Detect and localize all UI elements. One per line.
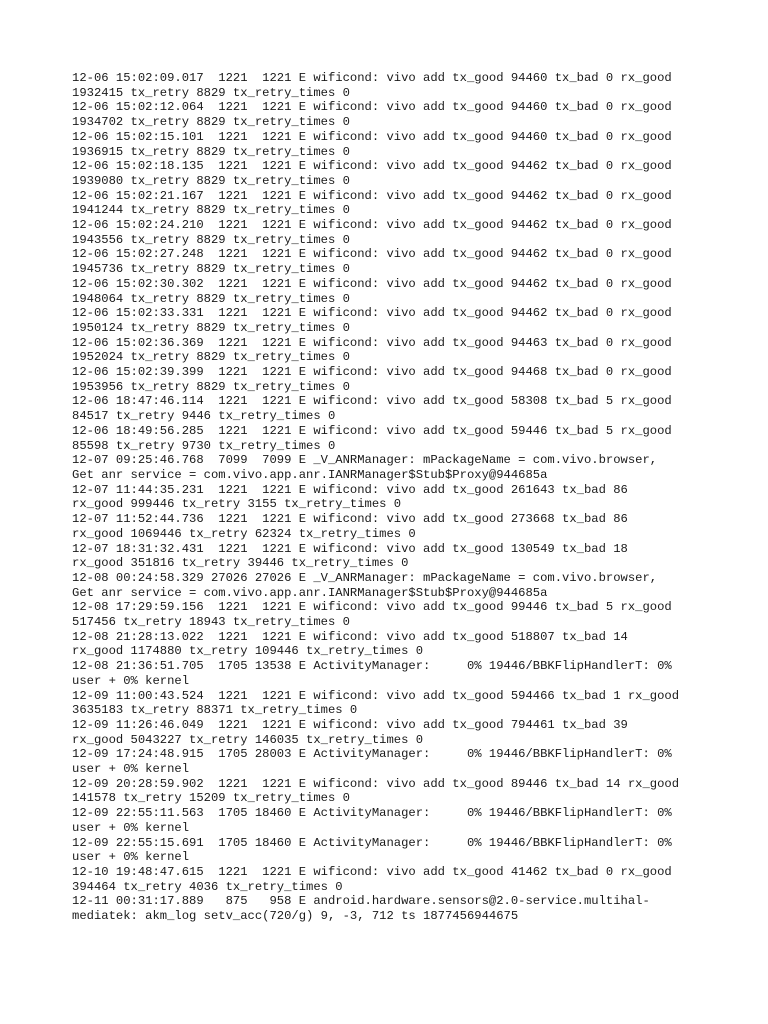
log-line: 12-09 20:28:59.902 1221 1221 E wificond: vivo add tx_good 89446 tx_bad 14 rx_good: [72, 776, 680, 791]
log-line: rx_good 1069446 tx_retry 62324 tx_retry_times 0: [72, 526, 416, 541]
log-line: 12-06 18:47:46.114 1221 1221 E wificond: vivo add tx_good 58308 tx_bad 5 rx_good: [72, 394, 672, 409]
log-line: rx_good 351816 tx_retry 39446 tx_retry_times 0: [72, 556, 409, 571]
log-line: 1945736 tx_retry 8829 tx_retry_times 0: [72, 262, 350, 277]
log-line: 12-07 09:25:46.768 7099 7099 E _V_ANRManager: mPackageName = com.vivo.browser,: [72, 453, 658, 468]
log-line: 12-08 17:29:59.156 1221 1221 E wificond: vivo add tx_good 99446 tx_bad 5 rx_good: [72, 600, 672, 615]
log-line: rx_good 1174880 tx_retry 109446 tx_retry_times 0: [72, 644, 424, 659]
log-line: 12-09 17:24:48.915 1705 28003 E ActivityManager: 0% 19446/BBKFlipHandlerT: 0%: [72, 747, 672, 762]
log-line: 12-06 15:02:30.302 1221 1221 E wificond: vivo add tx_good 94462 tx_bad 0 rx_good: [72, 276, 672, 291]
log-line: 517456 tx_retry 18943 tx_retry_times 0: [72, 615, 350, 630]
log-line: user + 0% kernel: [72, 850, 190, 865]
log-line: 1936915 tx_retry 8829 tx_retry_times 0: [72, 144, 350, 159]
log-line: 1941244 tx_retry 8829 tx_retry_times 0: [72, 203, 350, 218]
log-line: 12-06 15:02:24.210 1221 1221 E wificond: vivo add tx_good 94462 tx_bad 0 rx_good: [72, 218, 672, 233]
log-line: 12-06 15:02:39.399 1221 1221 E wificond: vivo add tx_good 94468 tx_bad 0 rx_good: [72, 365, 672, 380]
log-line: 1932415 tx_retry 8829 tx_retry_times 0: [72, 85, 350, 100]
log-line: 12-11 00:31:17.889 875 958 E android.hardware.sensors@2.0-service.multihal-: [72, 894, 650, 909]
log-line: 1953956 tx_retry 8829 tx_retry_times 0: [72, 379, 350, 394]
log-line: 12-09 11:00:43.524 1221 1221 E wificond: vivo add tx_good 594466 tx_bad 1 rx_good: [72, 688, 680, 703]
log-line: rx_good 999446 tx_retry 3155 tx_retry_times 0: [72, 497, 402, 512]
log-line: Get anr service = com.vivo.app.anr.IANRManager$Stub$Proxy@944685a: [72, 585, 548, 600]
log-line: 12-06 15:02:33.331 1221 1221 E wificond: vivo add tx_good 94462 tx_bad 0 rx_good: [72, 306, 672, 321]
log-line: 12-06 15:02:21.167 1221 1221 E wificond: vivo add tx_good 94462 tx_bad 0 rx_good: [72, 188, 672, 203]
log-line: user + 0% kernel: [72, 762, 190, 777]
log-line: 1952024 tx_retry 8829 tx_retry_times 0: [72, 350, 350, 365]
log-line: 12-08 00:24:58.329 27026 27026 E _V_ANRManager: mPackageName = com.vivo.browser,: [72, 570, 658, 585]
log-line: 12-06 15:02:36.369 1221 1221 E wificond: vivo add tx_good 94463 tx_bad 0 rx_good: [72, 335, 672, 350]
log-line: 12-09 11:26:46.049 1221 1221 E wificond: vivo add tx_good 794461 tx_bad 39: [72, 717, 628, 732]
log-line: 394464 tx_retry 4036 tx_retry_times 0: [72, 879, 343, 894]
log-line: 12-06 15:02:27.248 1221 1221 E wificond: vivo add tx_good 94462 tx_bad 0 rx_good: [72, 247, 672, 262]
log-line: 12-07 18:31:32.431 1221 1221 E wificond: vivo add tx_good 130549 tx_bad 18: [72, 541, 628, 556]
log-line: 12-09 22:55:11.563 1705 18460 E ActivityManager: 0% 19446/BBKFlipHandlerT: 0%: [72, 806, 672, 821]
log-line: Get anr service = com.vivo.app.anr.IANRManager$Stub$Proxy@944685a: [72, 467, 548, 482]
log-line: mediatek: akm_log setv_acc(720/g) 9, -3, 712 ts 1877456944675: [72, 909, 519, 924]
log-line: 1948064 tx_retry 8829 tx_retry_times 0: [72, 291, 350, 306]
log-line: 1934702 tx_retry 8829 tx_retry_times 0: [72, 115, 350, 130]
log-line: 12-08 21:28:13.022 1221 1221 E wificond: vivo add tx_good 518807 tx_bad 14: [72, 629, 628, 644]
log-line: 12-08 21:36:51.705 1705 13538 E ActivityManager: 0% 19446/BBKFlipHandlerT: 0%: [72, 659, 672, 674]
log-line: user + 0% kernel: [72, 673, 190, 688]
log-line: 12-06 15:02:18.135 1221 1221 E wificond: vivo add tx_good 94462 tx_bad 0 rx_good: [72, 159, 672, 174]
log-line: 1943556 tx_retry 8829 tx_retry_times 0: [72, 232, 350, 247]
log-line: 12-07 11:44:35.231 1221 1221 E wificond: vivo add tx_good 261643 tx_bad 86: [72, 482, 628, 497]
log-line: 12-10 19:48:47.615 1221 1221 E wificond: vivo add tx_good 41462 tx_bad 0 rx_good: [72, 864, 672, 879]
log-line: 12-06 15:02:09.017 1221 1221 E wificond: vivo add tx_good 94460 tx_bad 0 rx_good: [72, 71, 672, 85]
log-line: 1939080 tx_retry 8829 tx_retry_times 0: [72, 173, 350, 188]
log-line: 84517 tx_retry 9446 tx_retry_times 0: [72, 409, 336, 424]
log-line: 12-09 22:55:15.691 1705 18460 E ActivityManager: 0% 19446/BBKFlipHandlerT: 0%: [72, 835, 672, 850]
log-line: 3635183 tx_retry 88371 tx_retry_times 0: [72, 703, 358, 718]
log-line: 12-07 11:52:44.736 1221 1221 E wificond: vivo add tx_good 273668 tx_bad 86: [72, 512, 628, 527]
log-line: rx_good 5043227 tx_retry 146035 tx_retry_times 0: [72, 732, 424, 747]
log-line: 141578 tx_retry 15209 tx_retry_times 0: [72, 791, 350, 806]
log-document: [72, 71, 712, 924]
log-line: 12-06 15:02:12.064 1221 1221 E wificond: vivo add tx_good 94460 tx_bad 0 rx_good: [72, 100, 672, 115]
log-line: 1950124 tx_retry 8829 tx_retry_times 0: [72, 320, 350, 335]
log-line: 85598 tx_retry 9730 tx_retry_times 0: [72, 438, 336, 453]
log-line: user + 0% kernel: [72, 820, 190, 835]
log-line: 12-06 15:02:15.101 1221 1221 E wificond: vivo add tx_good 94460 tx_bad 0 rx_good: [72, 129, 672, 144]
log-line: 12-06 18:49:56.285 1221 1221 E wificond: vivo add tx_good 59446 tx_bad 5 rx_good: [72, 423, 672, 438]
